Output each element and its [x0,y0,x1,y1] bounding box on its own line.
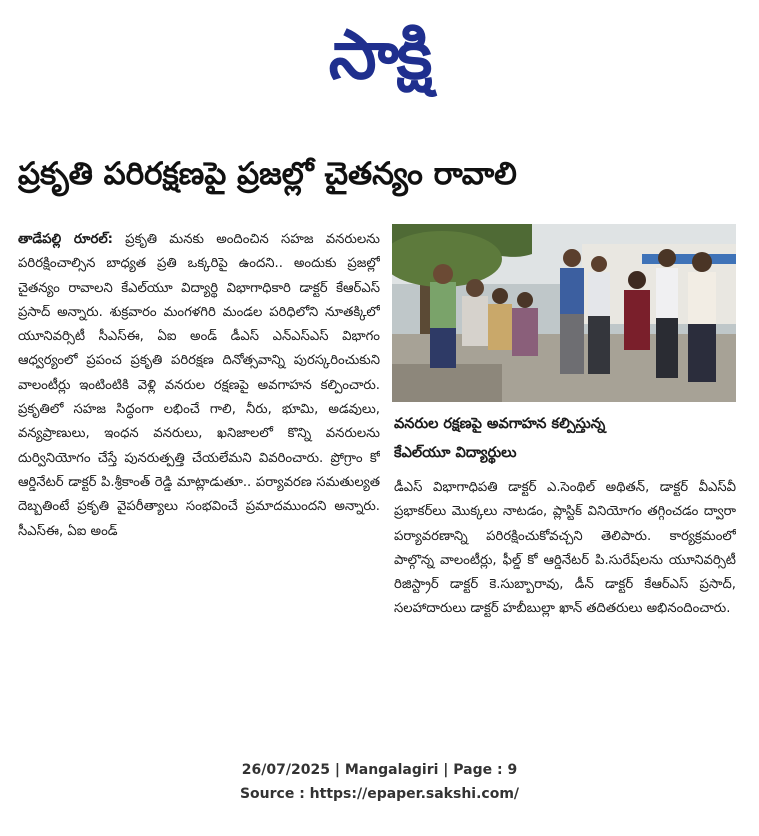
article-text-left: ప్రకృతి మనకు అందించిన సహజ వనరులను పరిరక్షించాల్సిన బాధ్యత ప్రతి ఒక్కరిపై ఉందని.. అందుకు ప్రజల్లో చైతన్యం రావాలని కేఎల్‌యూ విద్యార్థి విభాగాధికారి డాక్టర్ కేఆర్ఎస్ ప్రసాద్ అన్నారు. శుక్రవారం మంగళగిరి మండల పరిధిలోని నూతక్కిలో యూనివర్సిటీ సీఎస్ఈ, ఏఐ అండ్ డీఎస్ ఎన్ఎస్ఎస్ విభాగం ఆధ్వర్యంలో ప్రపంచ ప్రకృతి పరిరక్షణ దినోత్సవాన్ని పురస్కరించుకుని వాలంటీర్లు ఇంటింటికి వెళ్లి వనరుల రక్షణపై అవగాహన కల్పించారు. ప్రకృతిలో సహజ సిద్ధంగా లభించే గాలి, నీరు, భూమి, అడవులు, వన్యప్రాణులు, ఇంధన వనరులు, ఖనిజాలలో కొన్ని వనరులను దుర్వినియోగం చేస్తే పునరుత్పత్తి చేయలేమని వివరించారు. ప్రోగ్రాం కో ఆర్డినేటర్ డాక్టర్ పి.శ్రీకాంత్ రెడ్డి మాట్లాడుతూ.. పర్యావరణ సమతుల్యత దెబ్బతింటే ప్రకృతి వైపరీత్యాలు సంభవించే ప్రమాదముందని అన్నారు. సీఎస్ఈ, ఏఐ అండ్ [18,232,380,539]
article-text-right: డీఎస్ విభాగాధిపతి డాక్టర్ ఎ.సెంథిల్ అథితన్, డాక్టర్ వీఎస్‌వీ ప్రభాకర్‌లు మొక్కలు నాటడం, ప్లాస్టిక్ వినియోగం తగ్గించడం ద్వారా పర్యావరణాన్ని పరిరక్షించుకోవచ్చని తెలిపారు. కార్యక్రమంలో పాల్గొన్న వాలంటీర్లు, ఫీల్డ్ కో ఆర్డినేటర్ పి.సురేష్‌లను యూనివర్సిటీ రిజిస్ట్రార్ డాక్టర్ కె.సుబ్బారావు, డీన్ డాక్టర్ కేఆర్ఎస్ ప్రసాద్, సలహాదారులు డాక్టర్ హబీబుల్లా ఖాన్ తదితరులు అభినందించారు. [394,480,736,617]
footer-source-line: Source : https://epaper.sakshi.com/ [239,786,520,802]
photo-illustration [392,224,736,402]
article-column-right [394,476,736,720]
footer-edition-line: 26/07/2025 | Mangalagiri | Page : 9 [241,762,518,778]
caption-line-1: వనరుల రక్షణపై అవగాహన కల్పిస్తున్న [394,416,606,432]
caption-line-2: కేఎల్‌యూ విద్యార్థులు [394,445,517,461]
article-headline: ప్రకృతి పరిరక్షణపై ప్రజల్లో చైతన్యం రావాలి [18,156,517,192]
sakshi-logo: సాక్షి [328,16,431,95]
article-column-left [18,228,380,718]
article-body-left [18,228,380,544]
dateline: తాడేపల్లి రూరల్: [18,232,113,247]
masthead [0,12,759,102]
photo-caption [394,410,734,472]
news-photo [392,224,736,402]
page-footer [0,758,759,806]
